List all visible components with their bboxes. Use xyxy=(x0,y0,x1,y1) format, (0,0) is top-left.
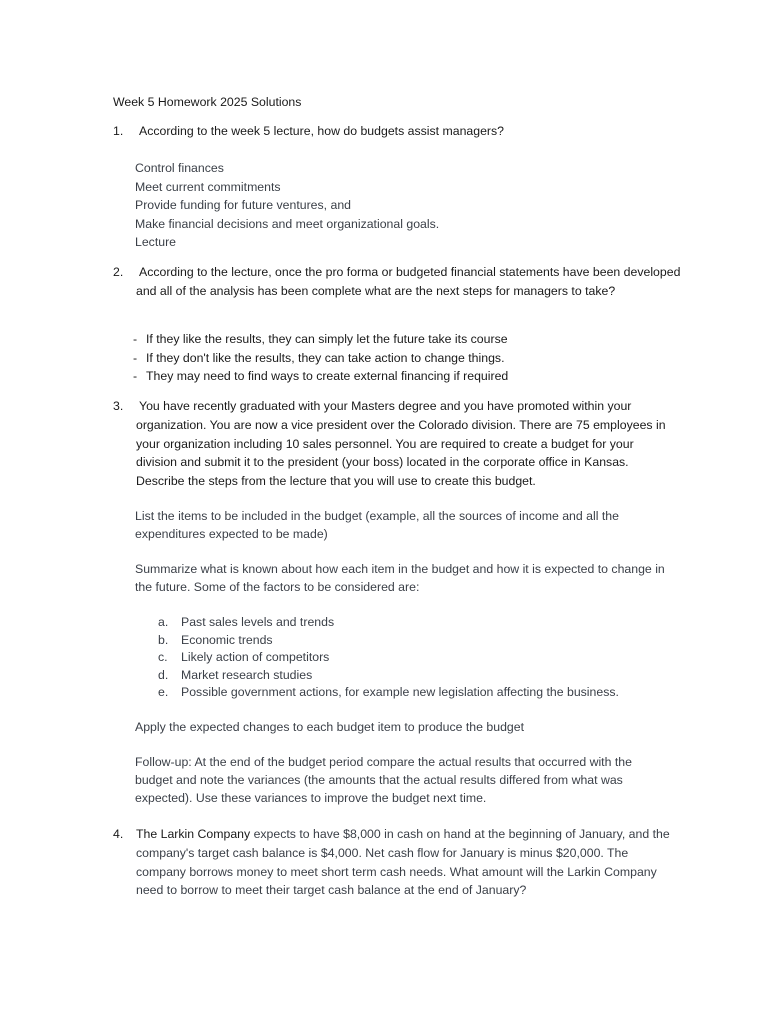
answer-line: Make financial decisions and meet organizational goals. xyxy=(135,216,440,231)
question-2-number: 2. xyxy=(113,265,124,279)
page-title: Week 5 Homework 2025 Solutions xyxy=(113,95,302,109)
question-3-step-2: Summarize what is known about how each item in the budget and how it is expected to change in the future. Some of the factors to be considered are: xyxy=(135,562,665,594)
question-3-number: 3. xyxy=(113,399,124,413)
answer-line: Control finances xyxy=(135,161,224,175)
question-3-factor-list xyxy=(158,614,619,702)
question-3-step-1: List the items to be included in the budget (example, all the sources of income and all the expenditures expected to be made) xyxy=(135,509,619,541)
question-3-step-4: Follow-up: At the end of the budget period compare the actual results that occurred with the budget and note the variances (the amounts that the actual results differed from what was expected). Use these variances to improve the budget next time. xyxy=(135,755,632,805)
answer-line: Lecture xyxy=(135,235,177,250)
question-4-text: The Larkin Company expects to have $8,000 in cash on hand at the beginning of January, and the company's target cash balance is $4,000. Net cash flow for January is minus $20,000. The company borrows money to meet short term cash needs. What amount will the Larkin Company need to borrow to meet their target cash balance at the end of January? xyxy=(136,827,670,898)
bullet-dash: - xyxy=(133,369,138,384)
list-item: b. Economic trends xyxy=(158,632,273,647)
question-1-text: According to the week 5 lecture, how do budgets assist managers? xyxy=(139,124,505,138)
question-3-step-3: Apply the expected changes to each budget item to produce the budget xyxy=(135,720,524,734)
list-item: - They may need to find ways to create external financing if required xyxy=(133,367,508,386)
list-item: d. Market research studies xyxy=(158,667,313,682)
question-2-text: According to the lecture, once the pro forma or budgeted financial statements have been developed and all of the analysis has been complete what are the next steps for managers to take? xyxy=(136,265,681,298)
bullet-dash: - xyxy=(133,332,138,346)
question-3-text: You have recently graduated with your Masters degree and you have promoted within your organization. You are now a vice president over the Colorado division. There are 75 employees in your organization including 10 sales personnel. You are required to create a budget for your division and submit it to the president (your boss) located in the corporate office in Kansas. Describe the steps from the lecture that you will use to create this budget. xyxy=(136,399,666,489)
company-name: The Larkin Company xyxy=(136,827,251,841)
question-1-answer xyxy=(135,159,439,252)
answer-line: Provide funding for future ventures, and xyxy=(135,198,352,213)
question-1-number: 1. xyxy=(113,124,124,138)
bullet-dash: - xyxy=(133,350,138,365)
list-item: e. Possible government actions, for example new legislation affecting the business. xyxy=(158,685,619,699)
answer-line: Meet current commitments xyxy=(135,179,281,194)
question-2-answer-list xyxy=(133,330,508,386)
list-item: a. Past sales levels and trends xyxy=(158,615,335,629)
list-item: - If they don't like the results, they can take action to change things. xyxy=(133,349,508,368)
question-4-number: 4. xyxy=(113,827,124,841)
list-item: - If they like the results, they can simply let the future take its course xyxy=(133,330,508,349)
list-item: c. Likely action of competitors xyxy=(158,650,330,664)
